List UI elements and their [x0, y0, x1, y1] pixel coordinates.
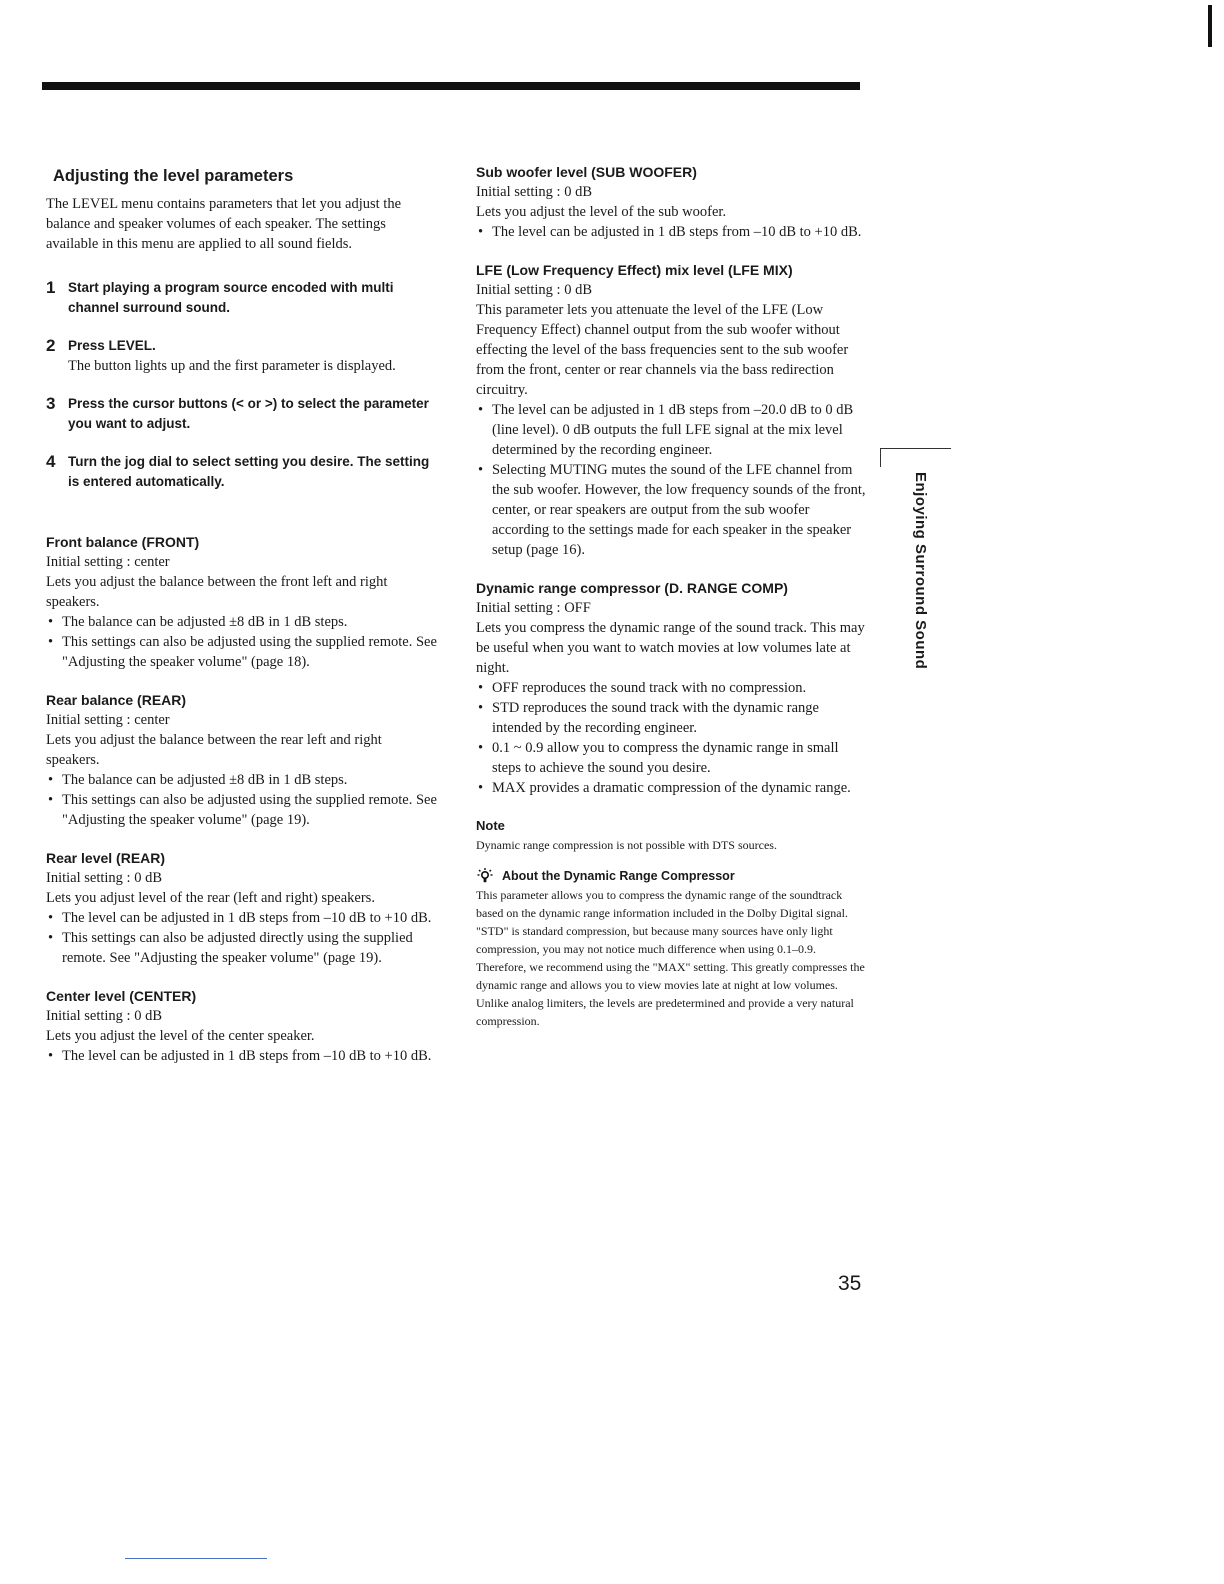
param-dynamic-range: [476, 578, 868, 798]
left-column: [46, 162, 438, 1084]
top-rule: [42, 82, 860, 90]
step-subtext: The button lights up and the first parameter is displayed.: [68, 358, 396, 374]
section-title: Adjusting the level parameters: [53, 167, 294, 185]
side-tab-bracket: [880, 448, 951, 467]
bullet-item: • The level can be adjusted in 1 dB steps from –10 dB to +10 dB.: [46, 908, 438, 928]
side-tab-label: Enjoying Surround Sound: [912, 472, 929, 670]
param-center-level: [46, 986, 438, 1066]
step-number: 3: [46, 394, 56, 413]
param-desc: This parameter lets you attenuate the level of the LFE (Low Frequency Effect) channel output from the sub woofer without effecting the level of the bass frequencies sent to the sub woofer from the front, center or rear channels via the bass redirection circuitry.: [476, 302, 849, 398]
param-title: Dynamic range compressor (D. RANGE COMP): [476, 580, 788, 596]
bullet-item: • This settings can also be adjusted directly using the supplied remote. See "Adjusting the speaker volume" (page 19).: [46, 928, 438, 968]
note-title: Note: [476, 818, 505, 833]
param-initial: Initial setting : 0 dB: [46, 870, 162, 886]
param-initial: Initial setting : 0 dB: [476, 184, 592, 200]
step-number: 2: [46, 336, 56, 355]
param-title: Front balance (FRONT): [46, 534, 200, 550]
param-desc: Lets you adjust the level of the center speaker.: [46, 1028, 315, 1044]
param-initial: Initial setting : 0 dB: [476, 282, 592, 298]
param-title: Sub woofer level (SUB WOOFER): [476, 164, 697, 180]
bullet-item: • 0.1 ~ 0.9 allow you to compress the dynamic range in small steps to achieve the sound you desire.: [476, 738, 868, 778]
step-number: 1: [46, 278, 56, 297]
step-number: 4: [46, 452, 56, 471]
param-lfe-mix: [476, 260, 868, 560]
param-title: Rear balance (REAR): [46, 692, 187, 708]
steps-list: [46, 278, 438, 492]
tip-heading: [476, 866, 868, 886]
param-title: Center level (CENTER): [46, 988, 197, 1004]
param-title: Rear level (REAR): [46, 850, 166, 866]
page-number: 35: [838, 1272, 862, 1295]
param-initial: Initial setting : 0 dB: [46, 1008, 162, 1024]
bullet-item: • The level can be adjusted in 1 dB steps from –10 dB to +10 dB.: [476, 222, 868, 242]
param-rear-level: [46, 848, 438, 968]
param-desc: Lets you compress the dynamic range of the sound track. This may be useful when you want to watch movies at low volumes late at night.: [476, 620, 865, 676]
step-text: Press the cursor buttons (< or >) to select the parameter you want to adjust.: [68, 396, 429, 431]
step-3: [46, 394, 438, 434]
bottom-rule: [125, 1558, 267, 1559]
bullet-item: • The balance can be adjusted ±8 dB in 1 dB steps.: [46, 612, 438, 632]
param-front-balance: [46, 532, 438, 672]
param-desc: Lets you adjust the balance between the rear left and right speakers.: [46, 732, 382, 768]
bullet-item: • This settings can also be adjusted using the supplied remote. See "Adjusting the speaker volume" (page 18).: [46, 632, 438, 672]
param-sub-woofer-level: [476, 162, 868, 242]
bullet-item: • The level can be adjusted in 1 dB steps from –10 dB to +10 dB.: [46, 1046, 438, 1066]
intro-paragraph: The LEVEL menu contains parameters that let you adjust the balance and speaker volumes of each speaker. The settings available in this menu are applied to all sound fields.: [46, 196, 402, 252]
tip-text: This parameter allows you to compress the dynamic range of the soundtrack based on the dynamic range information included in the Dolby Digital signal. "STD" is standard compression, but because many sources have only light compression, you may not notice much difference when using 0.1–0.9.: [476, 888, 848, 956]
bullet-item: • Selecting MUTING mutes the sound of the LFE channel from the sub woofer. However, the low frequency sounds of the front, center, or rear speakers are output from the sub woofer according to the settings made for each speaker in the speaker setup (page 16).: [476, 460, 868, 560]
bullet-item: • STD reproduces the sound track with the dynamic range intended by the recording engineer.: [476, 698, 868, 738]
bullet-item: • This settings can also be adjusted using the supplied remote. See "Adjusting the speaker volume" (page 19).: [46, 790, 438, 830]
bullet-item: • MAX provides a dramatic compression of the dynamic range.: [476, 778, 868, 798]
param-title: LFE (Low Frequency Effect) mix level (LFE MIX): [476, 262, 793, 278]
step-4: [46, 452, 438, 492]
param-desc: Lets you adjust the balance between the front left and right speakers.: [46, 574, 388, 610]
param-rear-balance: [46, 690, 438, 830]
step-text: Start playing a program source encoded with multi channel surround sound.: [68, 280, 394, 315]
param-desc: Lets you adjust the level of the sub woofer.: [476, 204, 727, 220]
corner-mark: [1208, 5, 1212, 47]
param-initial: Initial setting : center: [46, 554, 170, 570]
step-1: [46, 278, 438, 318]
tip-text: Therefore, we recommend using the "MAX" setting. This greatly compresses the dynamic range and allows you to view movies late at night at low volumes. Unlike analog limiters, the levels are predetermined and provide a very natural compression.: [476, 960, 865, 1028]
step-text: Press LEVEL.: [68, 338, 156, 353]
note-text: Dynamic range compression is not possible with DTS sources.: [476, 838, 777, 852]
step-2: [46, 336, 438, 376]
bullet-item: • OFF reproduces the sound track with no compression.: [476, 678, 868, 698]
bullet-item: • The level can be adjusted in 1 dB steps from –20.0 dB to 0 dB (line level). 0 dB outputs the full LFE signal at the mix level determined by the recording engineer.: [476, 400, 868, 460]
param-initial: Initial setting : OFF: [476, 600, 591, 616]
step-text: Turn the jog dial to select setting you desire. The setting is entered automatically.: [68, 454, 430, 489]
lightbulb-icon: [476, 867, 494, 885]
param-desc: Lets you adjust level of the rear (left and right) speakers.: [46, 890, 375, 906]
bullet-item: • The balance can be adjusted ±8 dB in 1 dB steps.: [46, 770, 438, 790]
param-initial: Initial setting : center: [46, 712, 170, 728]
right-column: [476, 162, 868, 1030]
tip-title: About the Dynamic Range Compressor: [502, 869, 735, 883]
